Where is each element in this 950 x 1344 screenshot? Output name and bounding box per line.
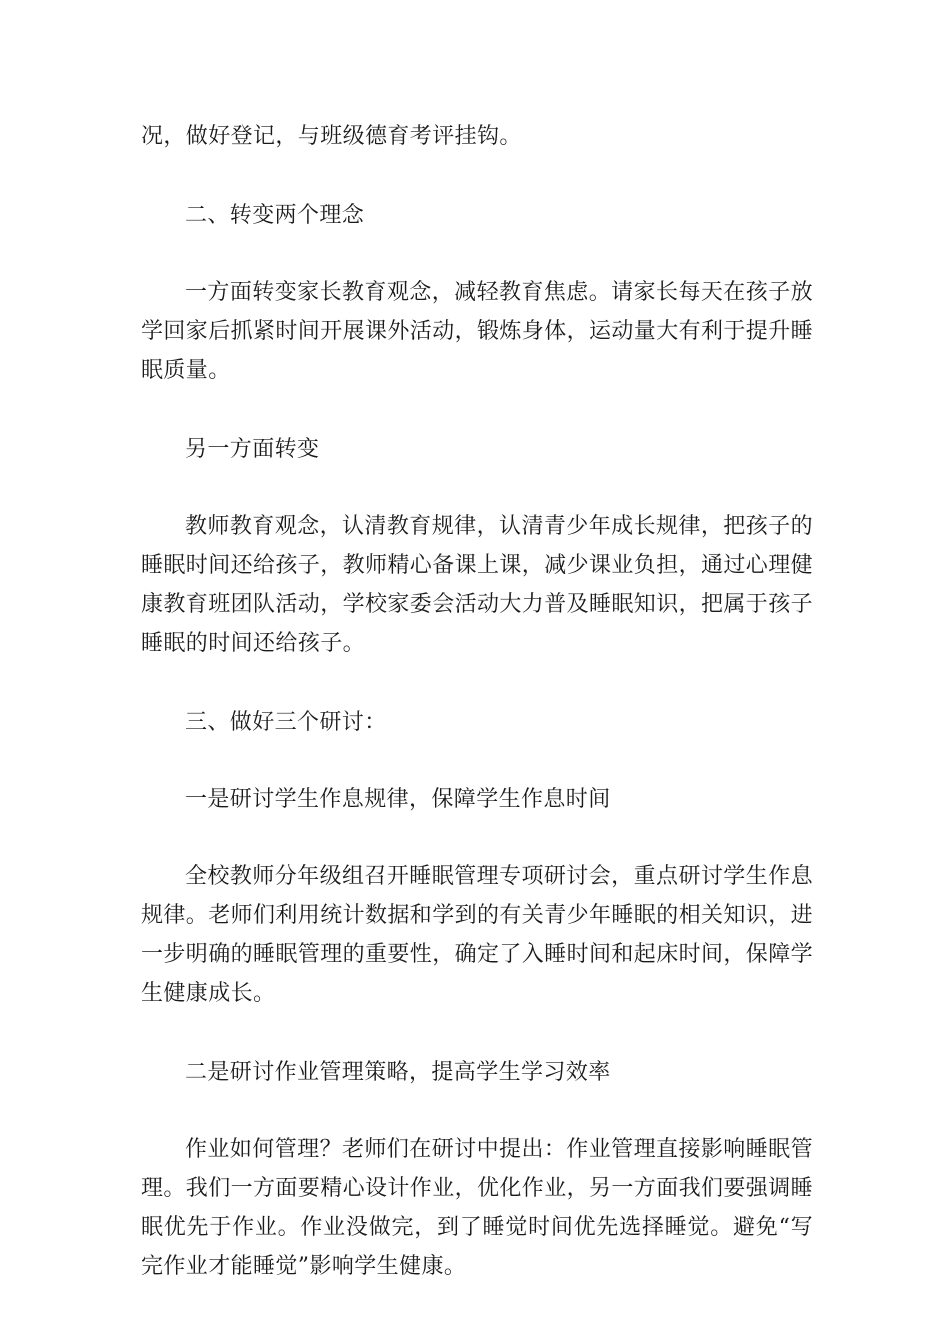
paragraph-other-side: 另一方面转变 xyxy=(185,437,320,462)
paragraph-schedule: 全校教师分年级组召开睡眠管理专项研讨会，重点研讨学生作息规律。老师们利用统计数据和学到的有关青少年睡眠的相关知识，进一步明确的睡眠管理的重要性，确定了入睡时间和起床时间，保障学生健康成长。 xyxy=(141,864,814,1006)
subheading-homework: 二是研讨作业管理策略，提高学生学习效率 xyxy=(185,1060,611,1085)
subheading-schedule: 一是研讨学生作息规律，保障学生作息时间 xyxy=(185,787,611,812)
section-heading-three: 三、做好三个研讨： xyxy=(185,710,387,735)
paragraph-homework: 作业如何管理？老师们在研讨中提出：作业管理直接影响睡眠管理。我们一方面要精心设计作业，优化作业，另一方面我们要强调睡眠优先于作业。作业没做完，到了睡觉时间优先选择睡觉。避免“写完作业才能睡觉”影响学生健康。 xyxy=(141,1137,814,1279)
paragraph-teachers-concept: 教师教育观念，认清教育规律，认清青少年成长规律，把孩子的睡眠时间还给孩子，教师精心备课上课，减少课业负担，通过心理健康教育班团队活动，学校家委会活动大力普及睡眠知识，把属于孩子睡眠的时间还给孩子。 xyxy=(141,514,814,656)
section-heading-two: 二、转变两个理念 xyxy=(185,203,365,228)
paragraph-continuation: 况，做好登记，与班级德育考评挂钩。 xyxy=(141,124,522,149)
paragraph-parents-concept: 一方面转变家长教育观念，减轻教育焦虑。请家长每天在孩子放学回家后抓紧时间开展课外活动，锻炼身体，运动量大有利于提升睡眠质量。 xyxy=(141,280,814,383)
document-body xyxy=(141,117,813,1326)
